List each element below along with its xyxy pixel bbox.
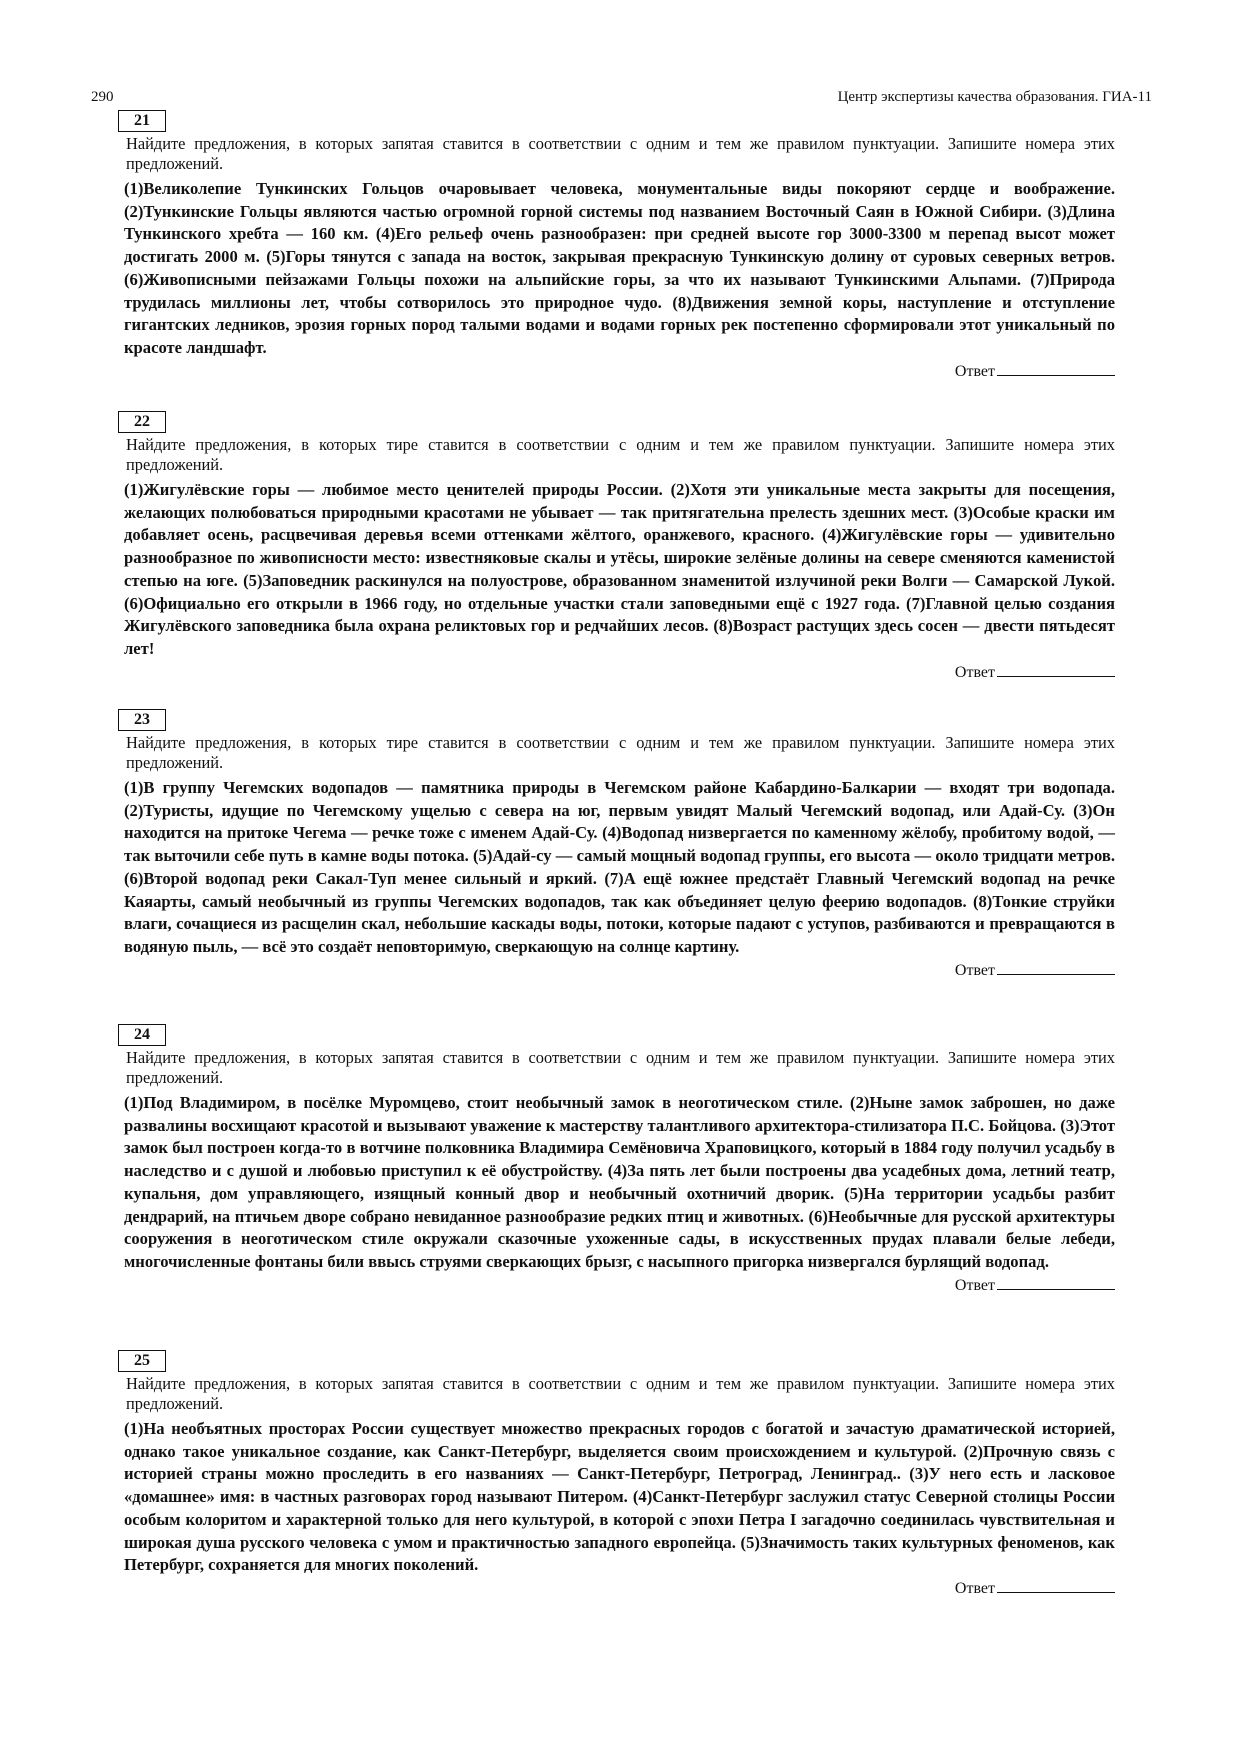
task-22 <box>118 411 1115 683</box>
task-text: (1)В группу Чегемских водопадов — памятника природы в Чегемском районе Кабардино-Балкарии — входят три водопада. (2)Туристы, идущие по Чегемскому ущелью с севера на юг, первым увидят Малый Чегемский водопад, или Адай-Су. (3)Он находится на притоке Чегема — речке тоже с именем Адай-Су. (4)Водопад низвергается по каменному жёлобу, пробитому водой, — так выточили себе путь в камне воды потока. (5)Адай-су — самый мощный водопад группы, его высота — около тридцати метров. (6)Второй водопад реки Сакал-Туп менее сильный и яркий. (7)А ещё южнее предстаёт Главный Чегемский водопад на речке Каяарты, самый необычный из группы Чегемских водопадов, так как объединяет целую феерию водопадов. (8)Тонкие струйки влаги, сочащиеся из расщелин скал, небольшие каскады воды, потоки, которые падают с уступов, разбиваются и превращаются в водяную пыль, — всё это создаёт неповторимую, сверкающую на солнце картину. <box>124 778 1115 956</box>
task-number-box: 22 <box>118 411 166 433</box>
answer-field[interactable] <box>118 960 1115 981</box>
task-instruction: Найдите предложения, в которых запятая ставится в соответствии с одним и тем же правилом пунктуации. Запишите номера этих предложений. <box>126 1048 1115 1087</box>
answer-field[interactable] <box>118 361 1115 382</box>
answer-line[interactable] <box>997 960 1115 975</box>
task-instruction: Найдите предложения, в которых тире ставится в соответствии с одним и тем же правилом пунктуации. Запишите номера этих предложений. <box>126 435 1115 474</box>
answer-field[interactable] <box>118 1275 1115 1296</box>
task-instruction: Найдите предложения, в которых тире ставится в соответствии с одним и тем же правилом пунктуации. Запишите номера этих предложений. <box>126 733 1115 772</box>
task-number-box: 23 <box>118 709 166 731</box>
task-21 <box>118 110 1115 382</box>
task-instruction: Найдите предложения, в которых запятая ставится в соответствии с одним и тем же правилом пунктуации. Запишите номера этих предложений. <box>126 134 1115 173</box>
answer-label: Ответ <box>954 362 995 380</box>
answer-line[interactable] <box>997 662 1115 677</box>
answer-line[interactable] <box>997 361 1115 376</box>
task-text: (1)Жигулёвские горы — любимое место ценителей природы России. (2)Хотя эти уникальные места закрыты для посещения, желающих полюбоваться природными красотами не убывает — так притягательна прелесть здешних мест. (3)Особые краски им добавляет осень, расцвечивая деревья всеми оттенками жёлтого, оранжевого, красного. (4)Жигулёвские горы — удивительно разнообразное по живописности место: известняковые скалы и утёсы, широкие зелёные долины на севере сменяются каменистой степью на юге. (5)Заповедник раскинулся на полуострове, образованном знаменитой излучиной реки Волги — Самарской Лукой. (6)Официально его открыли в 1966 году, но отдельные участки стали заповедными ещё с 1927 года. (7)Главной целью создания Жигулёвского заповедника была охрана реликтовых гор и редчайших лесов. (8)Возраст растущих здесь сосен — двести пятьдесят лет! <box>124 480 1115 658</box>
answer-label: Ответ <box>954 663 995 681</box>
answer-label: Ответ <box>954 1579 995 1597</box>
task-number-box: 21 <box>118 110 166 132</box>
task-text: (1)На необъятных просторах России существует множество прекрасных городов с богатой и зачастую драматической историей, однако такое уникальное создание, как Санкт-Петербург, выделяется своим происхождением и культурой. (2)Прочную связь с историей страны можно проследить в его названиях — Санкт-Петербург, Петроград, Ленинград.. (3)У него есть и ласковое «домашнее» имя: в частных разговорах город называют Питером. (4)Санкт-Петербург заслужил статус Северной столицы России особым колоритом и характерной только для него культурой, в которой с эпохи Петра I загадочно соединилась чувствительная и широкая душа русского человека с умом и практичностью западного европейца. (5)Значимость таких культурных феноменов, как Петербург, сохраняется для многих поколений. <box>124 1419 1115 1575</box>
task-24 <box>118 1024 1115 1296</box>
task-text: (1)Великолепие Тункинских Гольцов очаровывает человека, монументальные виды покоряют сердце и воображение. (2)Тункинские Гольцы являются частью огромной горной системы под названием Восточный Саян в Южной Сибири. (3)Длина Тункинского хребта — 160 км. (4)Его рельеф очень разнообразен: при средней высоте гор 3000-3300 м перепад высот может достигать 2000 м. (5)Горы тянутся с запада на восток, закрывая прекрасную Тункинскую долину от суровых северных ветров. (6)Живописными пейзажами Гольцы похожи на альпийские горы, за что их называют Тункинскими Альпами. (7)Природа трудилась миллионы лет, чтобы сотворилось это природное чудо. (8)Движения земной коры, наступление и отступление гигантских ледников, эрозия горных пород талыми водами и водами горных рек постепенно сформировали этот уникальный по красоте ландшафт. <box>124 179 1115 357</box>
task-number-box: 24 <box>118 1024 166 1046</box>
answer-field[interactable] <box>118 662 1115 683</box>
answer-line[interactable] <box>997 1275 1115 1290</box>
answer-label: Ответ <box>954 961 995 979</box>
task-25 <box>118 1350 1115 1599</box>
page-number: 290 <box>91 89 114 105</box>
answer-label: Ответ <box>954 1276 995 1294</box>
task-text: (1)Под Владимиром, в посёлке Муромцево, стоит необычный замок в неоготическом стиле. (2)Ныне замок заброшен, но даже развалины восхищают красотой и вызывают уважение к мастерству талантливого архитектора-стилизатора П.С. Бойцова. (3)Этот замок был построен когда-то в вотчине полковника Владимира Семёновича Храповицкого, который в 1884 году получил усадьбу в наследство и с душой и любовью приступил к её обустройству. (4)За пять лет были построены два усадебных дома, летний театр, купальня, дом управляющего, изящный конный двор и необычный охотничий дворик. (5)На территории усадьбы разбит дендрарий, на птичьем дворе собрано невиданное разнообразие редких птиц и животных. (6)Необычные для русской архитектуры сооружения в неоготическом стиле окружали сказочные ухоженные сады, в искусственных прудах плавали белые лебеди, многочисленные фонтаны били ввысь струями сверкающих брызг, с насыпного пригорка низвергался бурлящий водопад. <box>124 1093 1115 1271</box>
task-23 <box>118 709 1115 981</box>
task-instruction: Найдите предложения, в которых запятая ставится в соответствии с одним и тем же правилом пунктуации. Запишите номера этих предложений. <box>126 1374 1115 1413</box>
answer-line[interactable] <box>997 1578 1115 1593</box>
task-number-box: 25 <box>118 1350 166 1372</box>
running-header: Центр экспертизы качества образования. ГИА-11 <box>837 89 1152 105</box>
answer-field[interactable] <box>118 1578 1115 1599</box>
